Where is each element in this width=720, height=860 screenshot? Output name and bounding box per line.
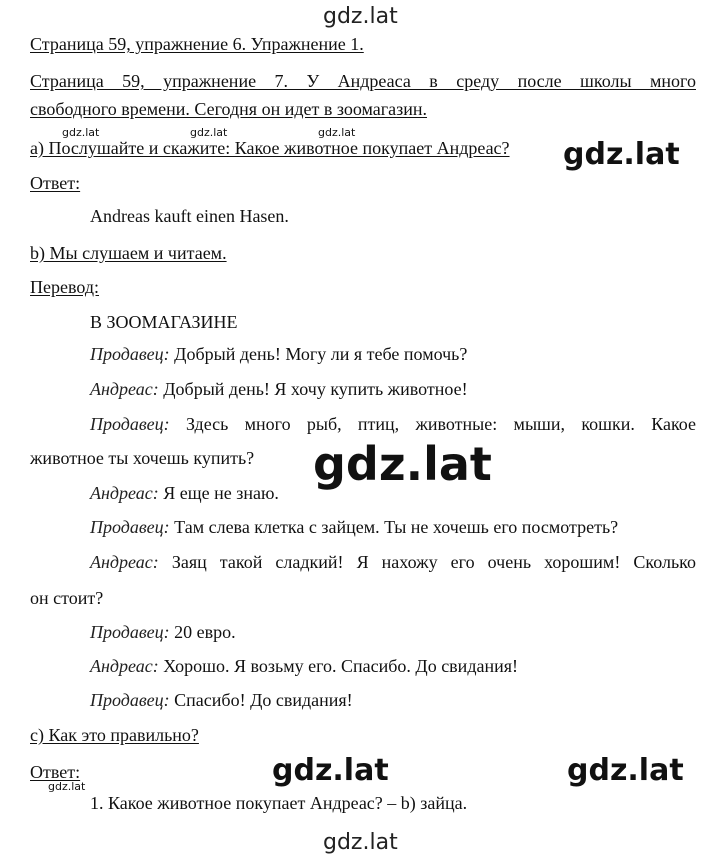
watermark-small: gdz.lat — [48, 780, 86, 793]
speaker-name: Андреас: — [90, 552, 159, 572]
dialogue-line — [90, 378, 468, 400]
exercise-6-heading: Страница 59, упражнение 6. Упражнение 1. — [30, 34, 364, 54]
watermark-large: gdz.lat — [272, 753, 389, 788]
speaker-name: Андреас: — [90, 656, 159, 676]
dialogue-text: Добрый день! Могу ли я тебе помочь? — [169, 344, 468, 364]
part-c-answer-label: Ответ: — [30, 762, 81, 782]
dialogue-text: Там слева клетка с зайцем. Ты не хочешь его посмотреть? — [169, 517, 619, 537]
watermark-bottom: gdz.lat — [323, 830, 398, 855]
dialogue-text: Здесь много рыб, птиц, животные: мыши, кошки. Какое — [169, 414, 696, 434]
dialogue-line — [90, 482, 279, 504]
speaker-name: Продавец: — [90, 690, 170, 710]
dialogue-line — [90, 516, 618, 538]
part-b-heading: b) Мы слушаем и читаем. — [30, 243, 227, 263]
dialogue-line — [90, 621, 236, 643]
exercise-7-line-1: Страница 59, упражнение 7. У Андреаса в среду после школы много — [30, 71, 696, 91]
part-c-answer: 1. Какое животное покупает Андреас? – b) зайца. — [90, 793, 468, 813]
watermark-small: gdz.lat — [318, 126, 356, 139]
dialogue-text: 20 евро. — [169, 622, 236, 642]
speaker-name: Продавец: — [90, 622, 170, 642]
dialogue-title: В ЗООМАГАЗИНЕ — [90, 312, 238, 332]
dialogue-line-continued: он стоит? — [30, 588, 104, 608]
part-a-answer-label: Ответ: — [30, 173, 81, 193]
dialogue-line — [90, 551, 696, 573]
dialogue-line — [90, 689, 353, 711]
dialogue-line — [90, 413, 696, 435]
dialogue-text: Заяц такой сладкий! Я нахожу его очень хорошим! Сколько — [158, 552, 696, 572]
exercise-7-line-2: свободного времени. Сегодня он идет в зоомагазин. — [30, 99, 428, 119]
speaker-name: Продавец: — [90, 414, 170, 434]
part-a-answer: Andreas kauft einen Hasen. — [90, 206, 289, 226]
translation-label: Перевод: — [30, 277, 99, 297]
dialogue-line — [90, 655, 518, 677]
watermark-center: gdz.lat — [313, 437, 492, 491]
dialogue-text: Я еще не знаю. — [158, 483, 279, 503]
dialogue-line-continued: животное ты хочешь купить? — [30, 448, 255, 468]
watermark-top: gdz.lat — [323, 4, 398, 29]
part-a-question: а) Послушайте и скажите: Какое животное покупает Андреас? — [30, 138, 510, 158]
dialogue-text: Хорошо. Я возьму его. Спасибо. До свидания! — [158, 656, 519, 676]
watermark-small: gdz.lat — [62, 126, 100, 139]
watermark-large: gdz.lat — [563, 137, 680, 172]
speaker-name: Продавец: — [90, 344, 170, 364]
watermark-small: gdz.lat — [190, 126, 228, 139]
dialogue-text: Спасибо! До свидания! — [169, 690, 353, 710]
dialogue-text: Добрый день! Я хочу купить животное! — [158, 379, 468, 399]
dialogue-line — [90, 343, 467, 365]
speaker-name: Продавец: — [90, 517, 170, 537]
part-c-heading: c) Как это правильно? — [30, 725, 199, 745]
speaker-name: Андреас: — [90, 379, 159, 399]
speaker-name: Андреас: — [90, 483, 159, 503]
watermark-large: gdz.lat — [567, 753, 684, 788]
